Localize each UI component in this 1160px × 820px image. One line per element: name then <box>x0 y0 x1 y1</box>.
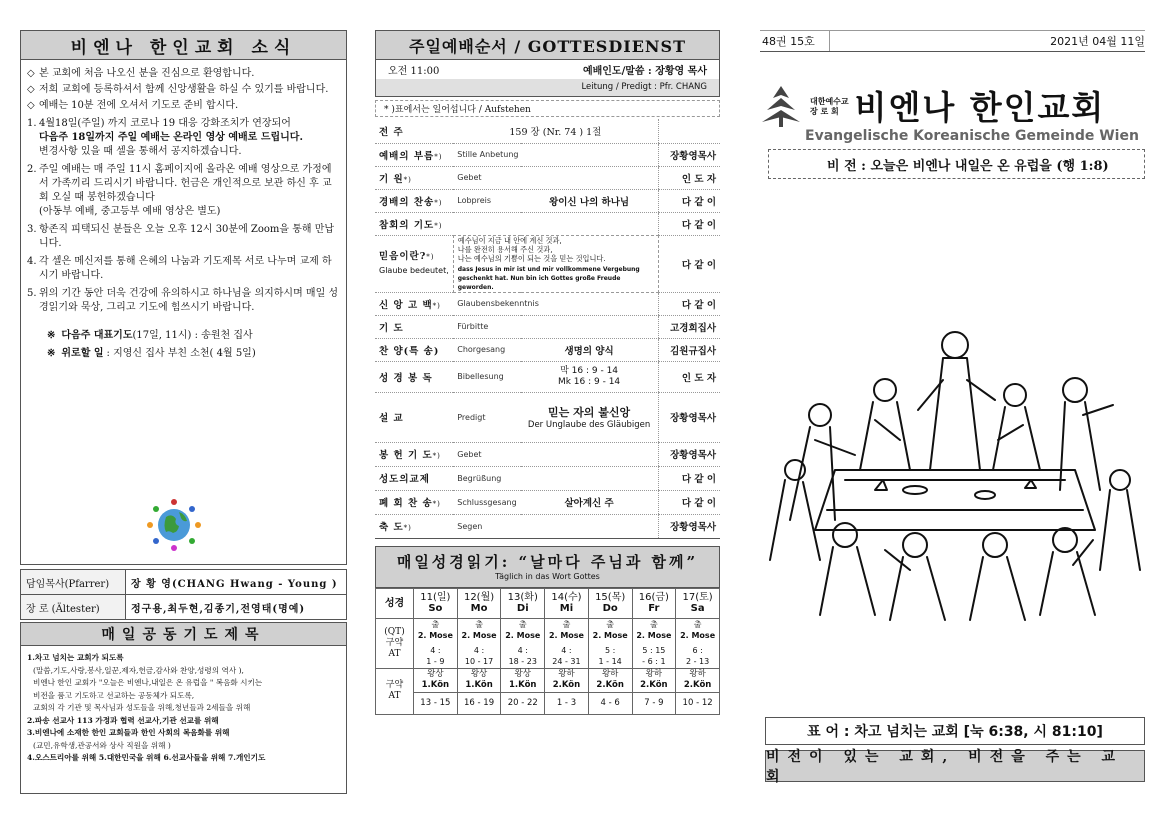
prayer-line: 비전을 품고 기도하고 선교하는 공동체가 되도록, <box>33 690 195 700</box>
issue-bar <box>760 30 1145 52</box>
faith-row: 믿음이란?*) Glaube bedeutet, 예수님이 지금 내 안에 계신 것과, 나를 완전히 용서해 주신 것과, 나는 예수님의 기쁨이 되는 것을 믿는 것입니다. dass Jesus in mir ist und mir vollkommene Vergebung geschenkt hat. Nun bin ich Gottes große Freude geworden. 다 같 이 <box>375 235 720 292</box>
prayer-line: (말씀,기도,사랑,봉사,일꾼,제자,헌금,감사와 찬양,성령의 역사 ), <box>33 665 244 675</box>
church-emblem-icon <box>760 84 802 128</box>
news-item: ◇ 본 교회에 처음 나오신 분을 진심으로 환영합니다. <box>27 68 255 79</box>
vision-statement: 비 전 : 오늘은 비엔나 내일은 온 유럽을 (행 1:8) <box>768 149 1145 179</box>
reading-row: 성 경 봉 독 Bibellesung 막 16 : 9 - 14 Mk 16 : 9 - 14 인 도 자 <box>375 361 720 392</box>
church-logo <box>760 82 1145 129</box>
prayer-line: (교민,유학생,관공서와 상사 직원을 위해 ) <box>33 740 171 750</box>
issue-date: 2021년 04월 11일 <box>1050 35 1145 48</box>
news-box <box>20 60 347 565</box>
order-row: 성도의교제 Begrüßung 다 같 이 <box>375 466 720 490</box>
order-row: 경배의 찬송*) Lobpreis 왕이신 나의 하나님 다 같 이 <box>375 189 720 212</box>
ot-row: 구약 AT 왕상 1.Kön 왕상 1.Kön 왕상 1.Kön 왕하 2.Kön 왕하 2.Kön 왕하 2.Kön 왕하 2.Kön <box>376 668 720 692</box>
news-title: 비엔나 한인교회 소식 <box>20 30 347 60</box>
daily-reading-table <box>375 588 720 715</box>
motto: 표 어 : 차고 넘치는 교회 [눅 6:38, 시 81:10] <box>765 717 1145 745</box>
staff-table <box>20 569 347 620</box>
elders-label: 장 로 (Ältester) <box>21 595 126 620</box>
news-numbered-4: 4. 각 셀은 메신저를 통해 은혜의 나눔과 기도제목 서로 나누며 교제 하시기 바랍니다. <box>27 256 332 281</box>
order-row: 참회의 기도*) 다 같 이 <box>375 212 720 235</box>
order-row: 기 도 Fürbitte 고경희집사 <box>375 315 720 338</box>
diamond-icon: ◇ <box>27 68 35 79</box>
news-column <box>20 30 347 794</box>
order-row: 찬 양(특 송) Chorgesang 생명의 양식 김원규집사 <box>375 338 720 361</box>
pastor-label: 담임목사(Pfarrer) <box>21 570 126 595</box>
pastor-name: 장 황 영(CHANG Hwang - Young ) <box>126 570 347 595</box>
days-row: 성경 11(일) So 12(월) Mo 13(화) Di 14(수) Mi 15(목) Do 16(금) Fr 17(토) Sa <box>376 588 720 618</box>
daily-reading-subtitle: Täglich in das Wort Gottes <box>495 571 600 581</box>
prayer-line: 비엔나 한인 교회가 "오늘은 비엔나,내일은 온 유럽을 " 복음화 시키는 <box>33 678 263 687</box>
stand-note: * )표에서는 일어섭니다 / Aufstehen <box>375 100 720 117</box>
prayer-box <box>20 646 347 794</box>
prayer-line: 3.비엔나에 소재한 한인 교회들과 한인 사회의 복음화를 위해 <box>27 728 230 737</box>
prayer-line: 1.차고 넘치는 교회가 되도록 <box>27 653 124 662</box>
leader-box <box>375 60 720 97</box>
order-row: 축 도*) Segen 장황영목사 <box>375 514 720 538</box>
ot-ref-row: 13 - 15 16 - 19 20 - 22 1 - 3 4 - 6 7 - 9 10 - 12 <box>376 692 720 714</box>
church-name-ko: 비엔나 한인교회 <box>854 88 1106 127</box>
next-prayer-note: ※ 다음주 대표기도 (17일, 11시) : 송원천 집사 <box>47 330 253 341</box>
prayer-line: 4.오스트리아를 위해 5.대한민국을 위해 6.선교사들을 위해 7.개인기도 <box>27 753 266 762</box>
diamond-icon: ◇ <box>27 84 35 95</box>
service-leader-de: Leitung / Predigt : Pfr. CHANG <box>376 79 719 96</box>
order-row: 전 주 159 장 (Nr. 74 ) 1절 <box>375 119 720 143</box>
news-item: ◇ 예배는 10분 전에 오셔서 기도로 준비 합시다. <box>27 100 239 111</box>
news-numbered-2: 2. 주일 예배는 매 주일 11시 홈페이지에 올라온 예배 영상으로 가정에서 가족끼리 드리시기 바랍니다. 헌금은 개인적으로 보관 하신 후 교회 오실 때 봉헌하겠습니다 (아동부 예배, 중고등부 예배 영상은 별도) <box>27 164 332 217</box>
globe-people-icon <box>146 497 202 553</box>
church-name-de: Evangelische Koreanische Gemeinde Wien <box>805 128 1139 144</box>
news-numbered-3: 3. 항존직 피택되신 분들은 오늘 오후 12시 30분에 Zoom을 통해 만납니다. <box>27 224 335 249</box>
elders-names: 정구용,최두현,김종기,전영태(명예) <box>126 595 347 620</box>
sermon-row: 설 교 Predigt 믿는 자의 불신앙 Der Unglaube des Gläubigen 장황영목사 <box>375 392 720 442</box>
qt-row: (QT) 구약 AT 출 2. Mose 4 : 1 - 9 출 2. Mose 4 : 10 - 17 출 2. Mose 4 : 18 - 23 출 2. Mose 4 : 24 - 31 출 2. Mose 5 : 1 - 14 출 2. Mose 5 : 15 - 6 : 1 출 2. Mose 6 : 2 - 13 <box>376 618 720 668</box>
denomination-line2: 장 로 회 <box>810 105 839 116</box>
cover-column <box>760 30 1145 785</box>
order-table <box>375 119 720 539</box>
service-time: 오전 11:00 <box>388 66 440 77</box>
order-row: 폐 회 찬 송*) Schlussgesang 살아계신 주 다 같 이 <box>375 490 720 514</box>
order-row: 예배의 부름*) Stille Anbetung 장황영목사 <box>375 143 720 166</box>
volume-number: 48권 15호 <box>760 31 830 51</box>
prayer-line: 2.파송 선교사 113 가정과 협력 선교사,기관 선교를 위해 <box>27 715 219 725</box>
news-numbered-1: 1. 4월18일(주일) 까지 코로나 19 대응 강화조치가 연장되어 다음주 18일까지 주일 예배는 온라인 영상 예배로 드립니다. 변경사항 있을 때 셀을 통해서 공지하겠습니다. <box>27 118 303 157</box>
daily-reading-header <box>375 546 720 588</box>
order-column <box>375 30 720 715</box>
condolence-note: ※ 위로할 일 : 지영신 집사 부친 소천( 4월 5일) <box>47 348 256 359</box>
order-row: 봉 헌 기 도*) Gebet 장황영목사 <box>375 442 720 466</box>
vision-slogan: 비전이 있는 교회, 비전을 주는 교회 <box>765 750 1145 782</box>
denomination-line1: 대한예수교 <box>810 95 849 106</box>
last-supper-illustration <box>765 320 1145 630</box>
service-leader: 예배인도/말씀 : 장황영 목사 <box>582 66 707 77</box>
diamond-icon: ◇ <box>27 100 35 111</box>
order-title: 주일예배순서 / GOTTESDIENST <box>375 30 720 60</box>
daily-reading-title: 매일성경읽기: “날마다 주님과 함께” <box>396 552 699 571</box>
prayer-line: 교회의 각 기관 및 목사님과 성도들을 위해,청년들과 2세들을 위해 <box>33 703 251 712</box>
order-row: 기 원*) Gebet 인 도 자 <box>375 166 720 189</box>
order-row: 신 앙 고 백*) Glaubensbekenntnis 다 같 이 <box>375 292 720 315</box>
news-item: ◇ 저희 교회에 등록하셔서 함께 신앙생활을 하실 수 있기를 바랍니다. <box>27 84 329 95</box>
news-numbered-5: 5. 위의 기간 동안 더욱 건강에 유의하시고 하나님을 의지하시며 매일 성경읽기와 묵상, 그리고 기도에 힘쓰시기 바랍니다. <box>27 288 339 313</box>
prayer-title: 매일공동기도제목 <box>20 622 347 646</box>
